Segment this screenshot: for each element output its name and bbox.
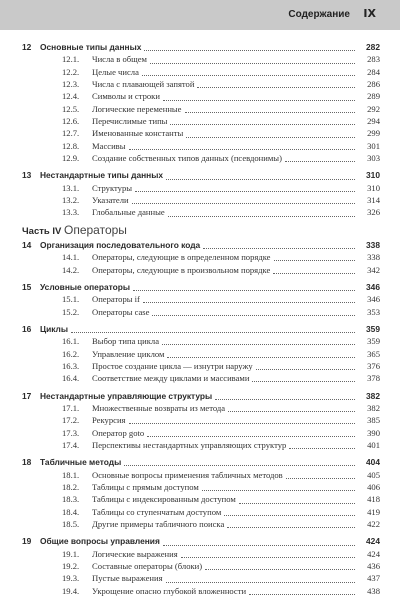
toc-section-entry xyxy=(22,194,380,206)
entry-number: 12.5. xyxy=(62,103,80,114)
entry-number: 12 xyxy=(22,42,32,52)
entry-page-number: 359 xyxy=(367,336,380,347)
entry-page-number: 289 xyxy=(367,91,380,102)
entry-number: 12.2. xyxy=(62,66,80,77)
entry-page-number: 346 xyxy=(366,281,380,292)
page-header xyxy=(0,0,400,30)
entry-title: Перечислимые типы xyxy=(92,116,168,127)
entry-page-number: 378 xyxy=(367,373,380,384)
entry-title: Таблицы со ступенчатым доступом xyxy=(92,506,222,517)
dot-leader xyxy=(144,49,355,51)
entry-title: Символы и строки xyxy=(92,91,160,102)
toc-section-entry xyxy=(22,264,380,276)
entry-number: 13 xyxy=(22,170,32,181)
toc-section-entry xyxy=(22,360,380,372)
entry-title: Выбор типа цикла xyxy=(92,336,160,347)
entry-number: 19 xyxy=(22,536,32,547)
entry-page-number: 437 xyxy=(367,573,380,584)
toc-chapter-entry xyxy=(22,390,380,402)
toc-section-entry xyxy=(22,306,380,318)
entry-number: 15.1. xyxy=(62,294,80,305)
entry-page-number: 301 xyxy=(367,140,380,151)
entry-page-number: 353 xyxy=(367,306,380,317)
entry-number: 13.2. xyxy=(62,195,80,206)
entry-number: 15 xyxy=(22,281,32,292)
toc-section-entry xyxy=(22,115,380,127)
dot-leader xyxy=(285,160,355,162)
entry-page-number: 438 xyxy=(367,585,380,596)
entry-page-number: 376 xyxy=(367,360,380,371)
dot-leader xyxy=(143,301,355,303)
entry-number: 18.2. xyxy=(62,482,80,492)
entry-title: Рекурсия xyxy=(92,415,126,426)
dot-leader xyxy=(239,502,355,504)
toc-chapter-entry xyxy=(22,169,380,181)
entry-title: Числа с плавающей запятой xyxy=(92,79,195,90)
entry-number: 12.7. xyxy=(62,128,80,139)
toc-section-entry xyxy=(22,348,380,360)
entry-page-number: 390 xyxy=(367,427,380,438)
entry-page-number: 299 xyxy=(367,128,380,139)
entry-number: 18.1. xyxy=(62,469,80,480)
entry-number: 18.3. xyxy=(62,494,80,505)
dot-leader xyxy=(162,343,355,345)
entry-title: Общие вопросы управления xyxy=(40,536,160,547)
entry-title: Массивы xyxy=(92,140,126,151)
toc-section-entry xyxy=(22,182,380,194)
dot-leader xyxy=(167,356,355,358)
dot-leader xyxy=(185,111,355,113)
dot-leader xyxy=(124,464,355,466)
entry-title: Другие примеры табличного поиска xyxy=(92,519,225,530)
dot-leader xyxy=(181,556,355,558)
toc-chapter-entry xyxy=(22,239,380,251)
entry-title: Нестандартные управляющие структуры xyxy=(40,390,213,401)
toc-section-entry xyxy=(22,427,380,439)
entry-title: Именованные константы xyxy=(92,128,184,139)
dot-leader xyxy=(286,477,355,479)
entry-page-number: 418 xyxy=(367,494,380,505)
entry-title: Пустые выражения xyxy=(92,573,163,584)
entry-number: 12.8. xyxy=(62,140,80,151)
entry-page-number: 346 xyxy=(367,294,380,305)
entry-page-number: 326 xyxy=(367,207,380,218)
entry-page-number: 359 xyxy=(366,323,380,334)
dot-leader xyxy=(227,526,355,528)
entry-page-number: 405 xyxy=(367,469,380,480)
entry-number: 12.1. xyxy=(62,54,80,65)
entry-number: 19.2. xyxy=(62,561,80,572)
dot-leader xyxy=(152,314,355,316)
header-title: Содержание xyxy=(288,9,350,20)
entry-number: 12.6. xyxy=(62,116,80,127)
part-heading xyxy=(22,221,380,239)
entry-page-number: 382 xyxy=(366,390,380,401)
entry-number: 12.9. xyxy=(62,153,80,164)
entry-page-number: 422 xyxy=(367,519,380,530)
toc-chapter-entry xyxy=(22,41,380,53)
dot-leader xyxy=(273,272,355,274)
toc-section-entry xyxy=(22,140,380,152)
dot-leader xyxy=(256,368,355,370)
dot-leader xyxy=(215,398,355,400)
entry-title: Оператор goto xyxy=(92,427,145,438)
entry-page-number: 382 xyxy=(367,402,380,413)
dot-leader xyxy=(133,289,355,291)
entry-title: Операторы, следующие в произвольном порядке xyxy=(92,264,271,275)
toc-section-entry xyxy=(22,66,380,78)
entry-title: Целые числа xyxy=(92,66,139,77)
entry-number: 14.1. xyxy=(62,252,80,263)
entry-title: Табличные методы xyxy=(40,457,122,468)
entry-title: Таблицы с индексированным доступом xyxy=(92,494,236,505)
entry-title: Указатели xyxy=(92,195,129,206)
toc-section-entry xyxy=(22,518,380,530)
entry-page-number: 338 xyxy=(366,239,380,250)
entry-page-number: 294 xyxy=(367,116,380,127)
entry-title: Логические выражения xyxy=(92,548,178,559)
entry-page-number: 314 xyxy=(367,195,380,206)
dot-leader xyxy=(274,259,356,261)
entry-title: Перспективы нестандартных управляющих структур xyxy=(92,439,287,450)
entry-page-number: 338 xyxy=(367,252,380,263)
toc-section-entry xyxy=(22,402,380,414)
entry-title: Операторы case xyxy=(92,306,150,317)
toc-section-entry xyxy=(22,414,380,426)
entry-page-number: 385 xyxy=(367,415,380,426)
dot-leader xyxy=(202,489,355,491)
toc-section-entry xyxy=(22,506,380,518)
entry-number: 17 xyxy=(22,390,32,401)
entry-number: 14 xyxy=(22,239,32,250)
toc-section-entry xyxy=(22,78,380,90)
entry-number: 18.5. xyxy=(62,519,80,530)
toc-section-entry xyxy=(22,152,380,164)
table-of-contents xyxy=(22,41,380,597)
entry-title: Нестандартные типы данных xyxy=(40,170,164,181)
entry-number: 19.4. xyxy=(62,585,80,596)
dot-leader xyxy=(71,331,355,333)
dot-leader xyxy=(224,514,355,516)
dot-leader xyxy=(132,202,355,204)
entry-title: Укрощение опасно глубокой вложенности xyxy=(92,585,247,596)
dot-leader xyxy=(203,247,355,249)
entry-title: Соответствие между циклами и массивами xyxy=(92,373,250,384)
toc-chapter-entry xyxy=(22,281,380,293)
dot-leader xyxy=(228,410,355,412)
entry-title: Условные операторы xyxy=(40,281,130,292)
dot-leader xyxy=(150,62,355,64)
entry-page-number: 406 xyxy=(367,482,380,492)
toc-section-entry xyxy=(22,469,380,481)
toc-section-entry xyxy=(22,481,380,493)
entry-page-number: 436 xyxy=(367,561,380,572)
dot-leader xyxy=(163,544,355,546)
entry-page-number: 303 xyxy=(367,153,380,164)
entry-page-number: 283 xyxy=(367,54,380,65)
dot-leader xyxy=(166,581,355,583)
entry-number: 19.1. xyxy=(62,548,80,559)
entry-page-number: 419 xyxy=(367,506,380,517)
entry-title: Основные типы данных xyxy=(40,42,142,52)
dot-leader xyxy=(252,380,355,382)
entry-number: 15.2. xyxy=(62,306,80,317)
toc-section-entry xyxy=(22,335,380,347)
dot-leader xyxy=(147,435,355,437)
toc-section-entry xyxy=(22,127,380,139)
entry-page-number: 424 xyxy=(366,536,380,547)
entry-page-number: 292 xyxy=(367,103,380,114)
entry-title: Составные операторы (блоки) xyxy=(92,561,203,572)
toc-section-entry xyxy=(22,293,380,305)
toc-chapter-entry xyxy=(22,323,380,335)
toc-section-entry xyxy=(22,53,380,65)
entry-number: 16.1. xyxy=(62,336,80,347)
entry-page-number: 365 xyxy=(367,348,380,359)
entry-page-number: 310 xyxy=(366,170,380,181)
dot-leader xyxy=(205,568,355,570)
toc-section-entry xyxy=(22,572,380,584)
entry-page-number: 282 xyxy=(366,42,380,52)
entry-title: Управление циклом xyxy=(92,348,165,359)
dot-leader xyxy=(197,86,355,88)
toc-section-entry xyxy=(22,493,380,505)
toc-section-entry xyxy=(22,560,380,572)
entry-title: Основные вопросы применения табличных методов xyxy=(92,469,283,480)
entry-number: 12.3. xyxy=(62,79,80,90)
part-label: Часть IV xyxy=(22,225,62,237)
entry-number: 16.3. xyxy=(62,360,80,371)
toc-chapter-entry xyxy=(22,535,380,547)
toc-chapter-entry xyxy=(22,456,380,468)
entry-page-number: 310 xyxy=(367,182,380,193)
header-page-number: IX xyxy=(363,7,376,20)
entry-title: Организация последовательного кода xyxy=(40,239,201,250)
entry-number: 17.2. xyxy=(62,415,80,426)
dot-leader xyxy=(129,422,356,424)
toc-section-entry xyxy=(22,439,380,451)
dot-leader xyxy=(135,190,355,192)
entry-title: Глобальные данные xyxy=(92,207,165,218)
entry-page-number: 286 xyxy=(367,79,380,90)
entry-title: Числа в общем xyxy=(92,54,147,65)
entry-number: 13.3. xyxy=(62,207,80,218)
toc-section-entry xyxy=(22,90,380,102)
entry-number: 19.3. xyxy=(62,573,80,584)
entry-number: 18 xyxy=(22,457,32,468)
entry-number: 17.3. xyxy=(62,427,80,438)
entry-title: Простое создание цикла — изнутри наружу xyxy=(92,360,253,371)
dot-leader xyxy=(186,136,355,138)
entry-number: 18.4. xyxy=(62,506,80,517)
entry-title: Таблицы с прямым доступом xyxy=(92,482,199,492)
entry-title: Циклы xyxy=(40,323,69,334)
entry-page-number: 401 xyxy=(367,439,380,450)
dot-leader xyxy=(168,215,355,217)
dot-leader xyxy=(166,178,355,180)
part-title: Операторы xyxy=(64,222,127,237)
entry-title: Создание собственных типов данных (псевдонимы) xyxy=(92,153,282,164)
entry-number: 16.4. xyxy=(62,373,80,384)
entry-number: 17.1. xyxy=(62,402,80,413)
entry-page-number: 424 xyxy=(367,548,380,559)
entry-number: 16 xyxy=(22,323,32,334)
toc-section-entry xyxy=(22,548,380,560)
entry-title: Множественные возвраты из метода xyxy=(92,402,226,413)
dot-leader xyxy=(249,593,355,595)
entry-title: Операторы, следующие в определенном порядке xyxy=(92,252,271,263)
entry-page-number: 404 xyxy=(366,457,380,468)
dot-leader xyxy=(170,123,355,125)
entry-number: 17.4. xyxy=(62,439,80,450)
toc-section-entry xyxy=(22,372,380,384)
dot-leader xyxy=(163,99,355,101)
entry-title: Операторы if xyxy=(92,294,140,305)
entry-page-number: 284 xyxy=(367,66,380,77)
dot-leader xyxy=(129,148,355,150)
entry-title: Логические переменные xyxy=(92,103,182,114)
entry-page-number: 342 xyxy=(367,264,380,275)
entry-number: 13.1. xyxy=(62,182,80,193)
toc-section-entry xyxy=(22,585,380,597)
entry-number: 14.2. xyxy=(62,264,80,275)
dot-leader xyxy=(142,74,355,76)
toc-section-entry xyxy=(22,251,380,263)
toc-section-entry xyxy=(22,103,380,115)
entry-number: 12.4. xyxy=(62,91,80,102)
toc-section-entry xyxy=(22,206,380,218)
entry-title: Структуры xyxy=(92,182,133,193)
entry-number: 16.2. xyxy=(62,348,80,359)
dot-leader xyxy=(289,447,355,449)
